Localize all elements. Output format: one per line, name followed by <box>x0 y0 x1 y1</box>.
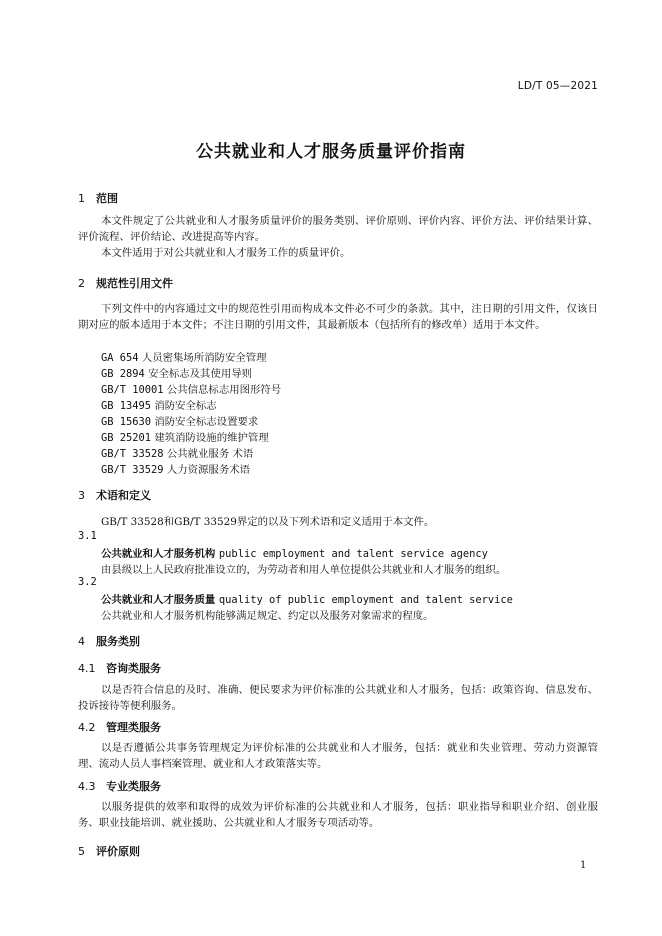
reference-code: GA 654 <box>101 352 139 364</box>
section-4-2-heading <box>78 719 161 735</box>
section-title: 评价原则 <box>96 845 140 858</box>
section-5-heading <box>78 843 140 859</box>
reference-name: 人力资源服务术语 <box>166 464 250 476</box>
section-1-paragraph-2: 本文件适用于对公共就业和人才服务工作的质量评价。 <box>101 247 351 259</box>
reference-code: GB 25201 <box>101 432 152 444</box>
section-number: 3 <box>78 489 85 502</box>
section-title: 服务类别 <box>96 635 140 648</box>
reference-code: GB/T 10001 <box>101 384 164 396</box>
reference-name: 消防安全标志设置要求 <box>154 416 259 428</box>
document-title: 公共就业和人才服务质量评价指南 <box>196 142 466 162</box>
section-title: 管理类服务 <box>106 721 161 734</box>
reference-name: 人员密集场所消防安全管理 <box>141 352 267 364</box>
reference-name: 公共就业服务 术语 <box>166 448 254 460</box>
section-4-heading <box>78 633 140 649</box>
section-4-3-heading <box>78 778 161 794</box>
section-2-paragraph: 下列文件中的内容通过文中的规范性引用而构成本文件必不可少的条款。其中，注日期的引用文件，仅该日期对应的版本适用于本文件；不注日期的引用文件，其最新版本（包括所有的修改单）适用于本文件。 <box>78 303 598 331</box>
section-number: 4 <box>78 635 85 648</box>
reference-item <box>101 461 250 476</box>
reference-item <box>101 429 269 444</box>
reference-item <box>101 445 253 460</box>
term-title <box>101 545 488 560</box>
reference-name: 公共信息标志用图形符号 <box>166 384 282 396</box>
section-3-intro: GB/T 33528和GB/T 33529界定的以及下列术语和定义适用于本文件。 <box>101 516 435 528</box>
section-1-paragraph-1: 本文件规定了公共就业和人才服务质量评价的服务类别、评价原则、评价内容、评价方法、评价结果计算、评价流程、评价结论、改进提高等内容。 <box>78 215 598 243</box>
term-cn: 公共就业和人才服务质量 <box>101 594 216 606</box>
section-title: 规范性引用文件 <box>96 277 173 290</box>
reference-name: 安全标志及其使用导则 <box>148 368 253 380</box>
term-en: public employment and talent service agency <box>218 548 488 560</box>
reference-item <box>101 381 281 396</box>
section-title: 术语和定义 <box>96 489 151 502</box>
section-title: 专业类服务 <box>106 780 161 793</box>
term-cn: 公共就业和人才服务机构 <box>101 548 216 560</box>
term-title <box>101 591 513 606</box>
term-number: 3.2 <box>78 576 97 588</box>
reference-item <box>101 349 267 364</box>
reference-code: GB 15630 <box>101 416 152 428</box>
reference-name: 消防安全标志 <box>154 400 217 412</box>
section-number: 4.2 <box>78 721 96 734</box>
term-en: quality of public employment and talent service <box>218 594 513 606</box>
section-number: 4.3 <box>78 780 96 793</box>
section-4-2-paragraph: 以是否遵循公共事务管理规定为评价标准的公共就业和人才服务，包括：就业和失业管理、劳动力资源管理、流动人员人事档案管理、就业和人才政策落实等。 <box>78 742 598 770</box>
reference-code: GB 13495 <box>101 400 152 412</box>
page-number: 1 <box>580 860 587 871</box>
section-4-3-paragraph: 以服务提供的效率和取得的成效为评价标准的公共就业和人才服务，包括：职业指导和职业介绍、创业服务、职业技能培训、就业援助、公共就业和人才服务专项活动等。 <box>78 801 598 829</box>
section-number: 2 <box>78 277 85 290</box>
reference-item <box>101 413 258 428</box>
term-number: 3.1 <box>78 530 97 542</box>
section-1-heading <box>78 190 118 206</box>
reference-item <box>101 365 252 380</box>
reference-code: GB/T 33529 <box>101 464 164 476</box>
section-2-heading <box>78 275 173 291</box>
term-definition: 由县级以上人民政府批准设立的，为劳动者和用人单位提供公共就业和人才服务的组织。 <box>101 564 507 576</box>
reference-item <box>101 397 217 412</box>
document-code: LD/T 05—2021 <box>517 80 598 92</box>
term-definition: 公共就业和人才服务机构能够满足规定、约定以及服务对象需求的程度。 <box>101 610 434 622</box>
section-number: 1 <box>78 192 85 205</box>
section-3-heading <box>78 487 151 503</box>
section-title: 范围 <box>96 192 118 205</box>
section-title: 咨询类服务 <box>106 662 161 675</box>
reference-code: GB/T 33528 <box>101 448 164 460</box>
section-number: 5 <box>78 845 85 858</box>
section-number: 4.1 <box>78 662 96 675</box>
reference-name: 建筑消防设施的维护管理 <box>154 432 269 444</box>
section-4-1-paragraph: 以是否符合信息的及时、准确、便民要求为评价标准的公共就业和人才服务，包括：政策咨询、信息发布、投诉接待等便利服务。 <box>78 684 598 712</box>
reference-code: GB 2894 <box>101 368 145 380</box>
section-4-1-heading <box>78 660 161 676</box>
